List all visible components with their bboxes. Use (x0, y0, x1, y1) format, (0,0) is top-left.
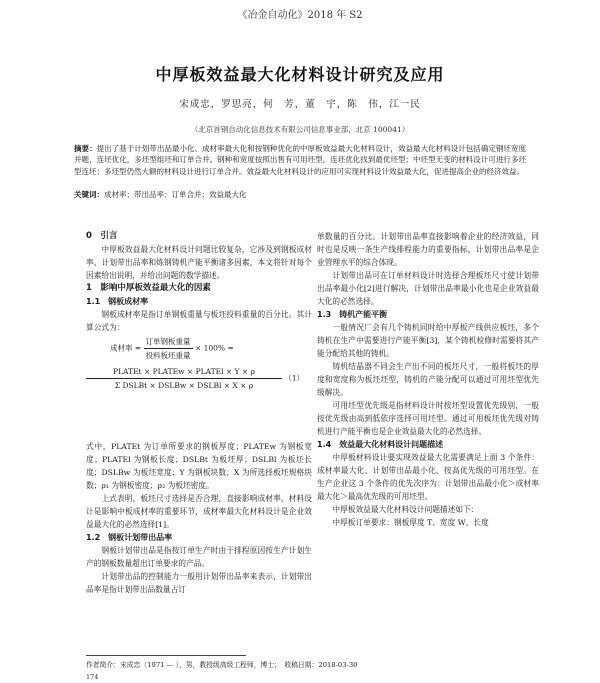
right-column (317, 230, 539, 529)
carryover-definition: 钢板计划带出品是指按订单生产时由于排程原因按生产计划生产的钢板数量超出订单要求的产品。 (86, 546, 312, 568)
formula-tag: （1） (284, 373, 305, 383)
problem-conditions: 中厚板材料设计要实现效益最大化需要满足上面 3 个条件：成材率最大化、计划带出品最小化、按高优先级的可用坯型。在生产企业这 3 个条件的优先次序为：计划带出品最小化＞成材率最大化＞最高优先级的可用坯型。 (317, 453, 539, 501)
footnote: 作者简介：宋成忠（1971 — ），男，教授级高级工程师，博士； 收稿日期：2018-03-30 (86, 661, 358, 669)
formula-lhs: 成材率 = (110, 343, 142, 353)
page-number: 174 (86, 673, 99, 681)
journal-header: 《冶金自动化》2018 年 S2 (237, 10, 363, 21)
formula-denominator-2: Σ DSLBt × DSLBw × DSLBl × X × ρ (114, 381, 254, 390)
intro-paragraph: 中厚板效益最大化材料设计问题比较复杂，它涉及到钢板成材率、计划带出品率和炼钢铸机产能平衡诸多因素，本文将针对每个因素给出说明，并给出问题的数学描述。 (86, 245, 312, 280)
formula-denominator-1: 投料板坯重量 (145, 351, 191, 360)
caster-balance-intro: 一般情况厂会有几个铸机同时给中厚板产线供应板坯，多个铸机在生产中需要进行产能平衡[3]，某个铸机检修时需要将其产能分配给其他的铸机。 (317, 323, 539, 358)
section-1-3-heading: 1.3 铸机产能平衡 (317, 310, 388, 319)
yield-conclusion: 上式表明，板坯尺寸选择是否合理，直接影响成材率，材料设计是影响中板成材率的重要环节，成材率最大化材料设计是企业效益最大化的必然选择[1]。 (86, 494, 312, 529)
formula-numerator-1: 订单钢板重量 (144, 335, 193, 349)
formula-fraction-1 (144, 335, 193, 362)
formula-yield-1 (86, 335, 312, 362)
carryover-rate: 计划带出品的控制能力一般用计划带出品率来表示，计划带出品率是指计划带出品数量占订 (86, 572, 312, 594)
authors: 宋成忠，罗思亮，何 芳，董 宇，陈 伟，江一民 (179, 99, 421, 110)
section-1-heading: 1 影响中厚板效益最大化的因素 (86, 283, 211, 293)
order-requirements: 中厚板订单要求：钢板厚度 T、宽度 W、长度 (332, 518, 489, 527)
problem-description-intro: 中厚板效益最大化材料设计问题描述如下： (332, 505, 479, 514)
left-column-upper (86, 230, 312, 392)
keywords (74, 189, 526, 200)
caster-slab-type: 铸机结晶器不同会生产出不同的板坯尺寸，一般将板坯的厚度和宽度称为板坯坯型，铸机的产能分配可以通过可用坯型优先级解决。 (317, 362, 539, 397)
yield-definition: 钢板成材率是指订单钢板重量与板坯投料重量的百分比。其计算公式为： (86, 310, 312, 332)
footnote-divider (86, 655, 246, 656)
affiliation: （北京首钢自动化信息技术有限公司信息事业部，北京 100041） (190, 125, 410, 134)
formula-tail: × 100% = (194, 343, 234, 353)
left-column-lower (86, 440, 312, 596)
section-1-2-heading: 1.2 钢板计划带出品率 (86, 533, 173, 542)
carryover-continued: 单数量的百分比。计划带出品率直接影响着企业的经济效益，同时也是反映一条生产线排程能力的重要指标，计划带出品率是企业管理水平的综合体现。 (317, 232, 539, 267)
section-0-heading: 0 引言 (86, 231, 118, 241)
abstract-text: 提出了基于计划带出品最小化、成材率最大化和按钢种优化的中厚板效益最大化材料设计，效益最大化材料设计包括确定钢坯宽度并题，连坯优化，多坯型组坯和订单合并。钢种和宽度按照出售有可用坯型，连坯优化找到最优坯型；中坯型无变的材料设计可进行多坯型连坯；多坯型仍然大额的材料设计进行订单合并。效益最大化材料设计的应用可实现材料设计效益最大化，促进提高企业的经济效益。 (74, 144, 527, 176)
formula-yield-2 (86, 365, 312, 392)
keywords-text: 成材率；带出品率；订单合并；效益最大化 (104, 190, 247, 199)
slab-priority: 可用坯型优先级是指材料设计时按坯型设置优先级别，一般按优先级由高到低依序选择可用坯型。通过可用板坯优先级对铸机进行产能平衡也是企业效益最大化的必然选择。 (317, 401, 539, 436)
paper-title: 中厚板效益最大化材料设计研究及应用 (155, 65, 445, 84)
formula-numerator-2: PLATEt × PLATEw × PLATEl × Y × ρ (86, 365, 282, 379)
abstract-label: 摘要： (74, 144, 97, 153)
symbol-explanation: 式中，PLATEt 为订单所要求的钢板厚度；PLATEw 为钢板宽度；PLATEl 为钢板长度；DSLBt 为板坯厚；DSLBl 为板坯长度；DSLBw 为板坯宽度；Y 为钢板块数；X 为所选择板坯规格块数；ρ₁ 为钢板密度；ρ₂ 为板坯密度。 (86, 442, 312, 490)
section-1-4-heading: 1.4 效益最大化材料设计问题描述 (317, 440, 444, 449)
carryover-solution: 计划带出品可在订单材料设计时选择合理板坯尺寸使计划带出品率最小化[2]进行解决，计划带出品率最小化也是企业效益最大化的必然选择。 (317, 271, 539, 306)
keywords-label: 关键词： (74, 190, 104, 199)
section-1-1-heading: 1.1 钢板成材率 (86, 297, 149, 306)
formula-fraction-2 (86, 365, 282, 392)
abstract (74, 143, 526, 177)
